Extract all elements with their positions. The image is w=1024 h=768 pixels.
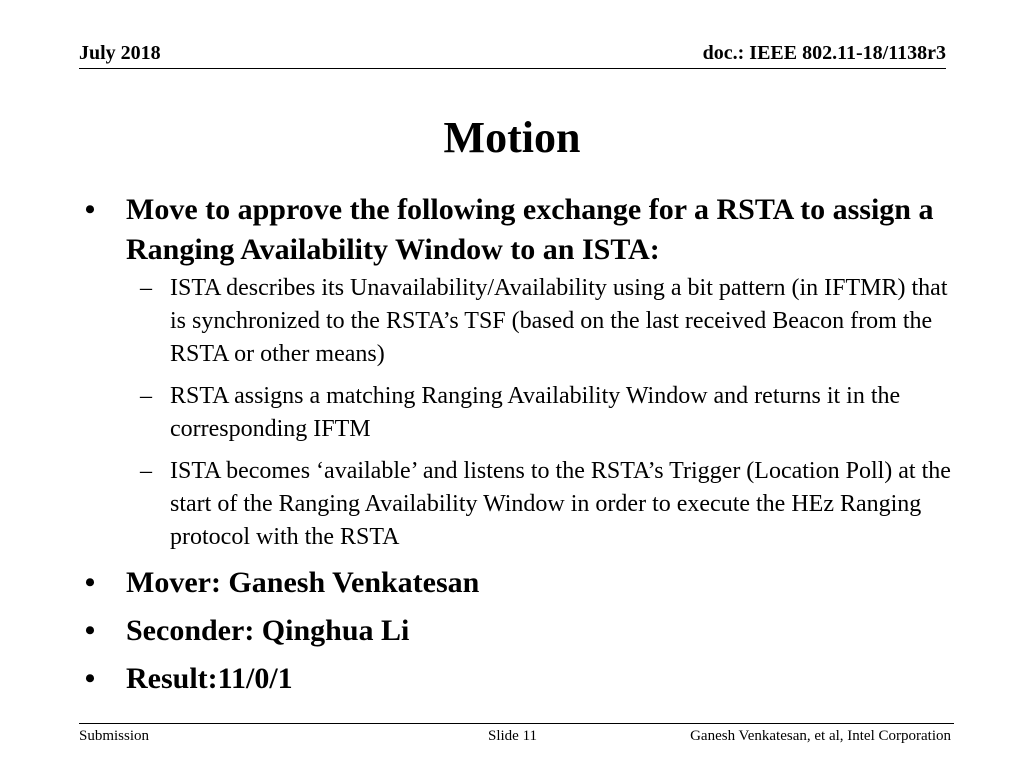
bullet-seconder [80, 611, 960, 651]
bullet-mover [80, 563, 960, 603]
bullet-dot-icon: • [84, 662, 96, 695]
slide-body [80, 190, 960, 699]
header-date: July 2018 [79, 42, 161, 64]
header-divider [79, 68, 946, 69]
bullet-dot-icon: • [84, 614, 96, 647]
footer-divider [79, 723, 954, 724]
dash-icon: – [140, 383, 152, 409]
header-doc-id: doc.: IEEE 802.11-18/1138r3 [702, 42, 946, 64]
sub-bullet-text: ISTA becomes ‘available’ and listens to the RSTA’s Trigger (Location Poll) at the start of the Ranging Availability Window in order to execute the HEz Ranging protocol with the RSTA [170, 458, 951, 550]
slide-title: Motion [443, 113, 581, 162]
bullet-motion [80, 190, 960, 270]
bullet-result [80, 659, 960, 699]
dash-icon: – [140, 458, 152, 484]
sub-bullet-item [80, 380, 960, 446]
motion-text: Move to approve the following exchange for a RSTA to assign a Ranging Availability Window to an ISTA: [126, 193, 934, 266]
sub-bullet-text: RSTA assigns a matching Ranging Availability Window and returns it in the corresponding IFTM [170, 383, 901, 442]
dash-icon: – [140, 275, 152, 301]
bullet-dot-icon: • [84, 193, 96, 226]
mover-text: Mover: Ganesh Venkatesan [126, 566, 480, 599]
sub-bullet-list [80, 272, 960, 554]
sub-bullet-item [80, 272, 960, 371]
footer-submission: Submission [79, 728, 150, 744]
sub-bullet-item [80, 455, 960, 554]
result-text: Result:11/0/1 [126, 662, 293, 695]
seconder-text: Seconder: Qinghua Li [126, 614, 410, 647]
footer-author: Ganesh Venkatesan, et al, Intel Corporation [690, 728, 951, 744]
footer-slide-number: Slide 11 [488, 728, 538, 744]
sub-bullet-text: ISTA describes its Unavailability/Availability using a bit pattern (in IFTMR) that is synchronized to the RSTA’s TSF (based on the last received Beacon from the RSTA or other means) [170, 275, 948, 367]
bullet-dot-icon: • [84, 566, 96, 599]
